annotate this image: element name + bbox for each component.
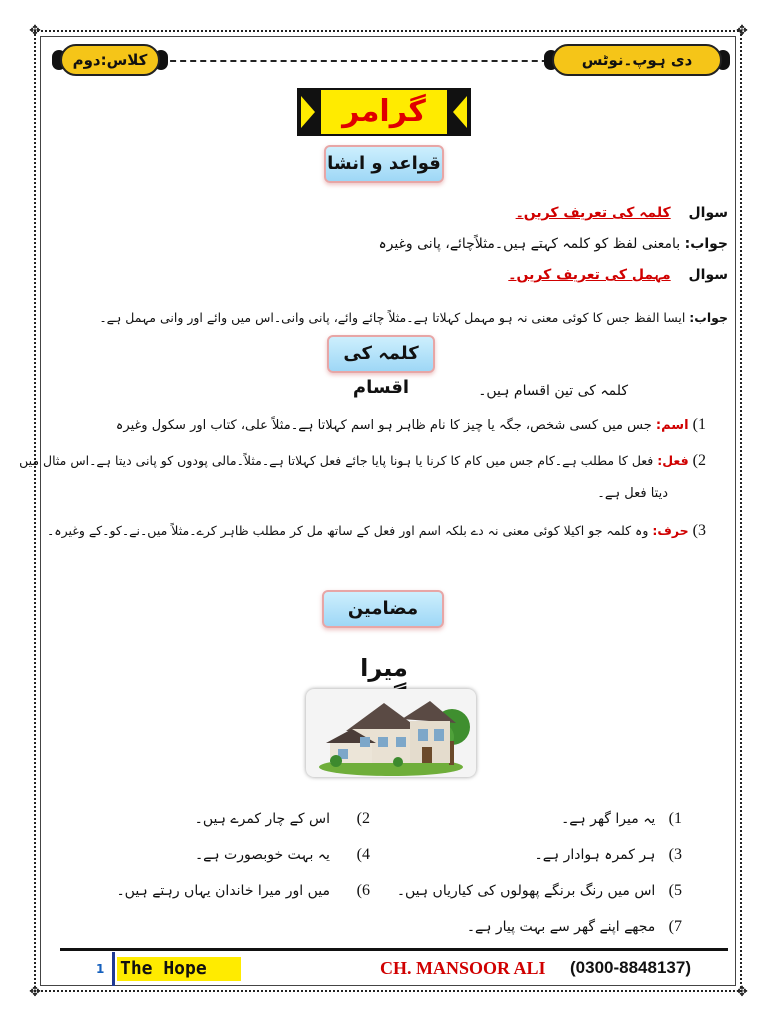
essay-sentence <box>535 846 682 864</box>
type-verb <box>19 452 706 470</box>
answer-tag: جواب: <box>684 236 728 252</box>
essay-sentence <box>116 882 370 900</box>
type-term: اسم: <box>655 418 689 433</box>
corner-ornament: ✥ <box>736 23 748 39</box>
corner-ornament: ✥ <box>29 984 41 1000</box>
question-1 <box>516 205 728 221</box>
type-text: فعل کا مطلب ہے۔کام جس میں کام کا کرنا یا ہونا پایا جائے فعل کہلاتا ہے۔مثلاً۔مالی پودوں کو پانی دیتا ہے۔اس مثال میں <box>19 453 654 468</box>
sentence-text: ہر کمرہ ہوادار ہے۔ <box>534 847 656 863</box>
corner-ornament: ✥ <box>29 23 41 39</box>
essay-sentence <box>195 846 370 864</box>
type-text: جس میں کسی شخص، جگہ یا چیز کا نام ظاہر ہو اسم کہلاتا ہے۔مثلاً علی، کتاب اور سکول وغیرہ <box>115 418 652 433</box>
question-tag: سوال <box>688 205 728 221</box>
sentence-number: 3) <box>668 846 682 863</box>
sentence-text: مجھے اپنے گھر سے بہت پیار ہے۔ <box>466 919 656 935</box>
page-number: 1 <box>96 962 105 976</box>
sentence-number: 7) <box>668 918 682 935</box>
type-term: فعل: <box>657 453 689 468</box>
question-2 <box>508 267 728 283</box>
house-icon <box>306 689 476 777</box>
essay-title: میرا <box>360 654 408 682</box>
type-number: 2) <box>692 452 706 469</box>
essay-sentence <box>397 882 682 900</box>
grammar-banner <box>297 88 471 136</box>
answer-text: ایسا الفظ جس کا کوئی معنی نہ ہو مہمل کہلاتا ہے۔مثلاً چائے وائے، پانی وانی۔اس میں وائے اور وانی مہمل ہے۔ <box>99 310 686 325</box>
notes-label: دی ہوپ۔نوٹس <box>552 44 722 76</box>
sentence-number: 4) <box>356 846 370 863</box>
type-text: وہ کلمہ جو اکیلا کوئی معنی نہ دے بلکہ اسم اور فعل کے ساتھ مل کر مطلب ظاہر کرے۔مثلاً میں۔نے۔کو۔کے وغیرہ۔ <box>46 523 649 538</box>
header-divider <box>150 60 588 62</box>
banner-title: گرامر <box>321 90 447 134</box>
essay-sentence <box>467 918 682 936</box>
author-name: CH. MANSOOR ALI <box>380 958 546 978</box>
type-number: 1) <box>692 416 706 433</box>
section-label-essays: مضامین <box>322 590 444 628</box>
corner-ornament: ✥ <box>736 984 748 1000</box>
question-text: کلمہ کی تعریف کریں۔ <box>515 205 671 221</box>
footer-accent-bar <box>112 952 115 986</box>
banner-arrow-right-icon <box>453 96 467 128</box>
essay-sentence <box>561 810 682 828</box>
brand-label: The Hope <box>117 957 241 981</box>
question-text: مہمل کی تعریف کریں۔ <box>508 267 671 283</box>
sentence-number: 6) <box>356 882 370 899</box>
sentence-text: یہ میرا گھر ہے۔ <box>561 811 656 827</box>
author-phone: (0300-8848137) <box>570 958 691 977</box>
answer-tag: جواب: <box>689 310 728 325</box>
section-label-word-types: کلمہ کی اقسام <box>327 335 435 373</box>
types-intro: کلمہ کی تین اقسام ہیں۔ <box>478 383 628 399</box>
question-tag: سوال <box>688 267 728 283</box>
type-particle <box>47 522 706 540</box>
sentence-number: 1) <box>668 810 682 827</box>
answer-text: بامعنی لفظ کو کلمہ کہتے ہیں۔مثلاًچائے، پانی وغیرہ <box>378 236 681 252</box>
type-term: حرف: <box>652 523 689 538</box>
sentence-text: یہ بہت خوبصورت ہے۔ <box>194 847 330 863</box>
banner-arrow-left-icon <box>301 96 315 128</box>
essay-sentence <box>195 810 370 828</box>
type-noun <box>116 416 706 434</box>
sentence-number: 2) <box>356 810 370 827</box>
type-verb-continued: دیتا فعل ہے۔ <box>597 486 668 501</box>
section-label-grammar-rules: قواعد و انشا <box>324 145 444 183</box>
sentence-text: اس کے چار کمرے ہیں۔ <box>194 811 330 827</box>
footer-divider <box>60 948 728 951</box>
class-label: کلاس:دوم <box>60 44 160 76</box>
house-illustration <box>306 689 476 777</box>
sentence-text: اس میں رنگ برنگے پھولوں کی کیاریاں ہیں۔ <box>396 883 656 899</box>
answer-1 <box>378 236 728 252</box>
sentence-text: میں اور میرا خاندان یہاں رہتے ہیں۔ <box>116 883 330 899</box>
type-number: 3) <box>692 522 706 539</box>
answer-2 <box>99 310 728 325</box>
sentence-number: 5) <box>668 882 682 899</box>
